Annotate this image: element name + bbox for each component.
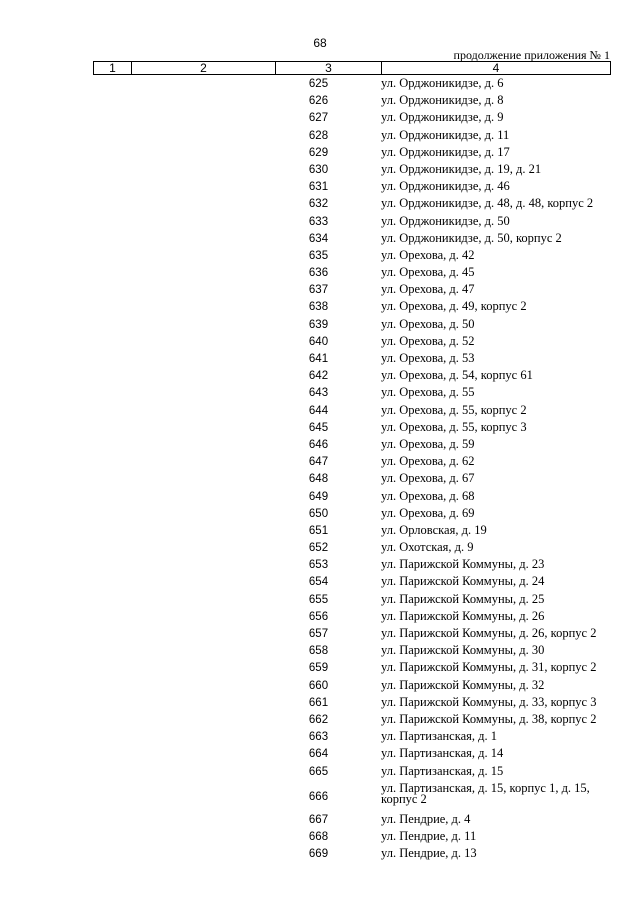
- row-address: ул. Орехова, д. 49, корпус 2: [381, 299, 527, 314]
- row-address: ул. Парижской Коммуны, д. 30: [381, 643, 545, 658]
- row-address: ул. Партизанская, д. 15: [381, 763, 504, 778]
- table-row: [0, 231, 640, 248]
- table-row: [0, 403, 640, 420]
- row-address: ул. Парижской Коммуны, д. 31, корпус 2: [381, 660, 597, 675]
- row-number: 656: [308, 610, 329, 623]
- table-row: [0, 592, 640, 609]
- row-address: ул. Парижской Коммуны, д. 24: [381, 574, 545, 589]
- row-address: ул. Орехова, д. 68: [381, 488, 475, 503]
- table-row: [0, 437, 640, 454]
- row-number: 649: [308, 490, 329, 503]
- row-number: 666: [308, 790, 329, 803]
- row-number: 655: [308, 593, 329, 606]
- table-row: [0, 678, 640, 695]
- table-row: [0, 506, 640, 523]
- header-col-4: 4: [492, 61, 500, 75]
- row-number: 648: [308, 473, 329, 486]
- row-address: ул. Орехова, д. 42: [381, 247, 475, 262]
- row-number: 647: [308, 456, 329, 469]
- row-address: ул. Орехова, д. 69: [381, 505, 475, 520]
- row-address: ул. Орджоникидзе, д. 50, корпус 2: [381, 230, 562, 245]
- row-address: ул. Орехова, д. 55, корпус 3: [381, 419, 527, 434]
- table-row: [0, 317, 640, 334]
- table-row: [0, 557, 640, 574]
- row-address: ул. Пендрие, д. 11: [381, 828, 477, 843]
- row-address: ул. Парижской Коммуны, д. 25: [381, 591, 545, 606]
- row-address: ул. Охотская, д. 9: [381, 540, 474, 555]
- row-address: ул. Орджоникидзе, д. 6: [381, 76, 504, 90]
- table-row: [0, 93, 640, 110]
- header-col-2: 2: [132, 62, 276, 74]
- row-address: ул. Орехова, д. 50: [381, 316, 475, 331]
- table-row: [0, 420, 640, 437]
- table-row: [0, 812, 640, 829]
- table-row: [0, 265, 640, 282]
- page-number: 68: [313, 36, 327, 50]
- row-number: 646: [308, 438, 329, 451]
- row-number: 657: [308, 628, 329, 640]
- row-number: 668: [308, 830, 329, 843]
- table-row: [0, 695, 640, 712]
- row-address: ул. Орджоникидзе, д. 46: [381, 179, 510, 194]
- row-number: 636: [308, 267, 329, 280]
- table-row: [0, 248, 640, 265]
- row-number: 663: [308, 731, 329, 744]
- row-number: 637: [308, 284, 329, 297]
- row-address: ул. Партизанская, д. 1: [381, 729, 498, 744]
- row-address: ул. Парижской Коммуны, д. 33, корпус 3: [381, 694, 597, 709]
- row-number: 651: [308, 524, 329, 537]
- row-address: ул. Пендрие, д. 13: [381, 846, 477, 861]
- row-number: 628: [308, 129, 329, 142]
- row-number: 650: [308, 507, 329, 520]
- table-row: [0, 781, 640, 812]
- row-number: 629: [308, 146, 329, 159]
- row-address: ул. Пендрие, д. 4: [381, 811, 471, 826]
- table-row: [0, 299, 640, 316]
- row-number: 641: [308, 353, 329, 365]
- row-number: 644: [308, 404, 329, 417]
- table-row: [0, 660, 640, 677]
- row-address: ул. Орехова, д. 45: [381, 265, 475, 280]
- row-number: 638: [308, 301, 329, 314]
- row-address: ул. Партизанская, д. 14: [381, 746, 504, 761]
- row-address: ул. Орехова, д. 53: [381, 351, 475, 365]
- table-row: [0, 540, 640, 557]
- header-col-3: 3: [276, 62, 382, 74]
- table-row: [0, 196, 640, 213]
- table-row: [0, 76, 640, 93]
- row-address: ул. Парижской Коммуны, д. 32: [381, 677, 545, 692]
- row-number: 626: [308, 95, 329, 108]
- table-row: [0, 282, 640, 299]
- row-address: ул. Орджоникидзе, д. 50: [381, 213, 510, 228]
- table-row: [0, 351, 640, 368]
- row-address: ул. Орехова, д. 67: [381, 471, 475, 486]
- table-row: [0, 626, 640, 643]
- row-number: 630: [308, 163, 329, 176]
- table-row: [0, 609, 640, 626]
- row-number: 659: [308, 662, 329, 675]
- table-row: [0, 145, 640, 162]
- address-table-body: [0, 76, 640, 863]
- row-number: 665: [308, 765, 329, 778]
- row-address: ул. Орехова, д. 54, корпус 61: [381, 368, 533, 383]
- row-address: ул. Орехова, д. 52: [381, 333, 475, 348]
- row-number: 631: [308, 181, 329, 194]
- table-row: [0, 764, 640, 781]
- appendix-note: продолжение приложения № 1: [453, 48, 610, 62]
- table-row: [0, 334, 640, 351]
- row-number: 662: [308, 713, 329, 726]
- row-address: ул. Орехова, д. 47: [381, 282, 475, 297]
- table-row: [0, 643, 640, 660]
- table-row: [0, 110, 640, 127]
- table-row: [0, 162, 640, 179]
- table-row: [0, 712, 640, 729]
- row-address: ул. Парижской Коммуны, д. 26: [381, 608, 545, 623]
- row-number: 627: [308, 112, 329, 125]
- table-row: [0, 454, 640, 471]
- row-address: ул. Орджоникидзе, д. 11: [381, 127, 510, 142]
- row-number: 669: [308, 848, 329, 861]
- row-address: ул. Орджоникидзе, д. 8: [381, 93, 504, 108]
- row-number: 642: [308, 370, 329, 383]
- row-address: ул. Парижской Коммуны, д. 26, корпус 2: [381, 626, 597, 640]
- row-address: ул. Орехова, д. 55: [381, 385, 475, 400]
- table-row: [0, 179, 640, 196]
- row-number: 633: [308, 215, 329, 228]
- table-row: [0, 746, 640, 763]
- table-row: [0, 128, 640, 145]
- table-row: [0, 214, 640, 231]
- row-number: 653: [308, 559, 329, 572]
- row-address: ул. Орджоникидзе, д. 9: [381, 110, 504, 125]
- table-row: [0, 829, 640, 846]
- row-address: ул. Орджоникидзе, д. 48, д. 48, корпус 2: [381, 196, 594, 211]
- row-number: 632: [308, 198, 329, 211]
- row-number: 654: [308, 576, 329, 589]
- row-number: 645: [308, 421, 329, 434]
- row-address: ул. Парижской Коммуны, д. 38, корпус 2: [381, 711, 597, 726]
- row-number: 664: [308, 748, 329, 761]
- row-number: 667: [308, 813, 329, 826]
- row-number: 634: [308, 232, 329, 245]
- table-row: [0, 523, 640, 540]
- row-address: ул. Орехова, д. 59: [381, 436, 475, 451]
- table-row: [0, 846, 640, 863]
- table-row: [0, 385, 640, 402]
- table-row: [0, 471, 640, 488]
- row-address: ул. Орджоникидзе, д. 17: [381, 144, 510, 159]
- row-number: 625: [308, 78, 329, 90]
- table-row: [0, 368, 640, 385]
- row-address: ул. Орехова, д. 62: [381, 454, 475, 469]
- row-address: ул. Парижской Коммуны, д. 23: [381, 557, 545, 572]
- row-address: ул. Орловская, д. 19: [381, 522, 487, 537]
- row-number: 652: [308, 542, 329, 555]
- row-number: 661: [308, 696, 329, 709]
- row-number: 643: [308, 387, 329, 400]
- table-row: [0, 489, 640, 506]
- row-address: ул. Партизанская, д. 15, корпус 1, д. 15, корпус 2: [381, 780, 590, 806]
- table-row: [0, 729, 640, 746]
- row-address: ул. Орджоникидзе, д. 19, д. 21: [381, 161, 542, 176]
- row-address: ул. Орехова, д. 55, корпус 2: [381, 402, 527, 417]
- row-number: 640: [308, 335, 329, 348]
- row-number: 658: [308, 645, 329, 658]
- row-number: 639: [308, 318, 329, 331]
- row-number: 660: [308, 679, 329, 692]
- row-number: 635: [308, 249, 329, 262]
- header-col-1: 1: [94, 62, 132, 74]
- table-header-row: [93, 61, 611, 75]
- table-row: [0, 574, 640, 591]
